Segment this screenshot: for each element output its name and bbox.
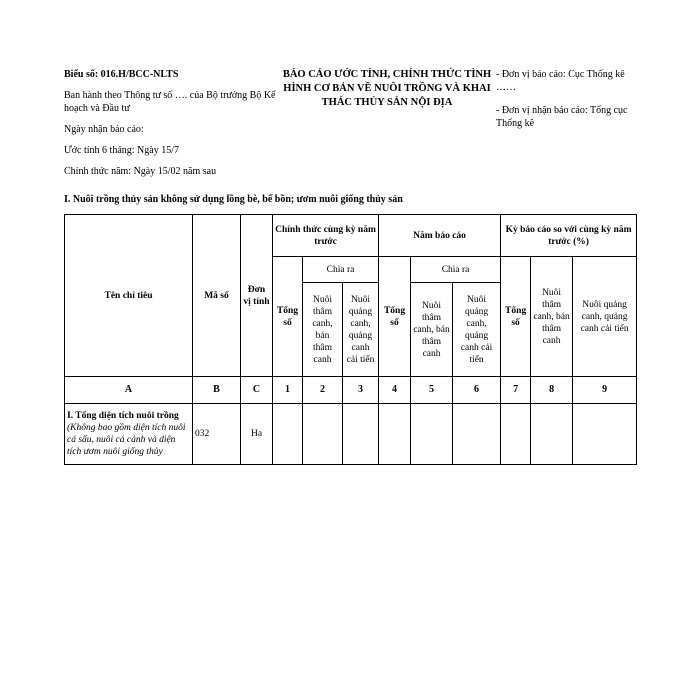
header-group-prev-year: Chính thức cùng kỳ năm trước xyxy=(273,215,379,257)
header-code: Mã số xyxy=(193,215,241,377)
cell-empty xyxy=(573,404,637,465)
col-label: A xyxy=(65,377,193,404)
col-label: 6 xyxy=(453,377,501,404)
col-label: 8 xyxy=(531,377,573,404)
header-extensive-2: Nuôi quảng canh, quảng canh cải tiến xyxy=(453,283,501,377)
cell-empty xyxy=(531,404,573,465)
col-label: 4 xyxy=(379,377,411,404)
row-note: (Không bao gồm diện tích nuôi cá sấu, nuôi cá cảnh và diện tích ươm nuôi giống thủy xyxy=(67,423,186,457)
section-title: I. Nuôi trồng thủy sản không sử dụng lồng bè, bể bồn; ươm nuôi giống thủy sản xyxy=(64,194,403,205)
col-label: C xyxy=(241,377,273,404)
reporting-unit: - Đơn vị báo cáo: Cục Thống kê …… xyxy=(496,69,625,93)
row-unit: Ha xyxy=(241,404,273,465)
header-indicator: Tên chỉ tiêu xyxy=(65,215,193,377)
page-cutoff xyxy=(60,466,660,700)
cell-empty xyxy=(411,404,453,465)
header-extensive-1: Nuôi quảng canh, quảng canh cải tiến xyxy=(343,283,379,377)
estimate-6-months: Ước tính 6 tháng: Ngày 15/7 xyxy=(64,145,179,156)
row-indicator xyxy=(65,404,193,465)
column-label-row xyxy=(65,377,637,404)
report-table xyxy=(64,214,637,465)
official-year: Chính thức năm: Ngày 15/02 năm sau xyxy=(64,166,217,177)
cell-empty xyxy=(453,404,501,465)
cell-empty xyxy=(501,404,531,465)
header-total-1: Tổng số xyxy=(273,257,303,377)
header-split-1: Chia ra xyxy=(303,257,379,283)
header-left xyxy=(64,68,282,186)
form-code: Biểu số: 016.H/BCC-NLTS xyxy=(64,69,179,80)
header-intensive-2: Nuôi thâm canh, bán thâm canh xyxy=(411,283,453,377)
header-group-report-year: Năm báo cáo xyxy=(379,215,501,257)
row-code: 032 xyxy=(193,404,241,465)
col-label: 1 xyxy=(273,377,303,404)
header-right xyxy=(496,68,646,140)
cell-empty xyxy=(273,404,303,465)
header-group-compare: Kỳ báo cáo so với cùng kỳ năm trước (%) xyxy=(501,215,637,257)
col-label: 3 xyxy=(343,377,379,404)
col-label: 7 xyxy=(501,377,531,404)
receiving-unit: - Đơn vị nhận báo cáo: Tổng cục Thống kê xyxy=(496,105,628,129)
table-row xyxy=(65,404,637,465)
report-title: BÁO CÁO ƯỚC TÍNH, CHÍNH THỨC TÌNH HÌNH CƠ BẢN VỀ NUÔI TRỒNG VÀ KHAI THÁC THỦY SẢN NỘI ĐỊA xyxy=(282,69,492,108)
cell-empty xyxy=(379,404,411,465)
header-unit: Đơn vị tính xyxy=(241,215,273,377)
issued-by: Ban hành theo Thông tư số …. của Bộ trưởng Bộ Kế hoạch và Đầu tư xyxy=(64,90,276,114)
cell-empty xyxy=(343,404,379,465)
col-label: B xyxy=(193,377,241,404)
header-intensive-3: Nuôi thâm canh, bán thâm canh xyxy=(531,257,573,377)
cell-empty xyxy=(303,404,343,465)
col-label: 2 xyxy=(303,377,343,404)
received-date: Ngày nhận báo cáo: xyxy=(64,124,144,135)
header-intensive-1: Nuôi thâm canh, bán thâm canh xyxy=(303,283,343,377)
row-name: I. Tổng diện tích nuôi trồng xyxy=(67,411,179,421)
col-label: 9 xyxy=(573,377,637,404)
header-total-2: Tổng số xyxy=(379,257,411,377)
header-extensive-3: Nuôi quảng canh, quảng canh cải tiến xyxy=(573,257,637,377)
header-split-2: Chia ra xyxy=(411,257,501,283)
header-total-3: Tổng số xyxy=(501,257,531,377)
col-label: 5 xyxy=(411,377,453,404)
